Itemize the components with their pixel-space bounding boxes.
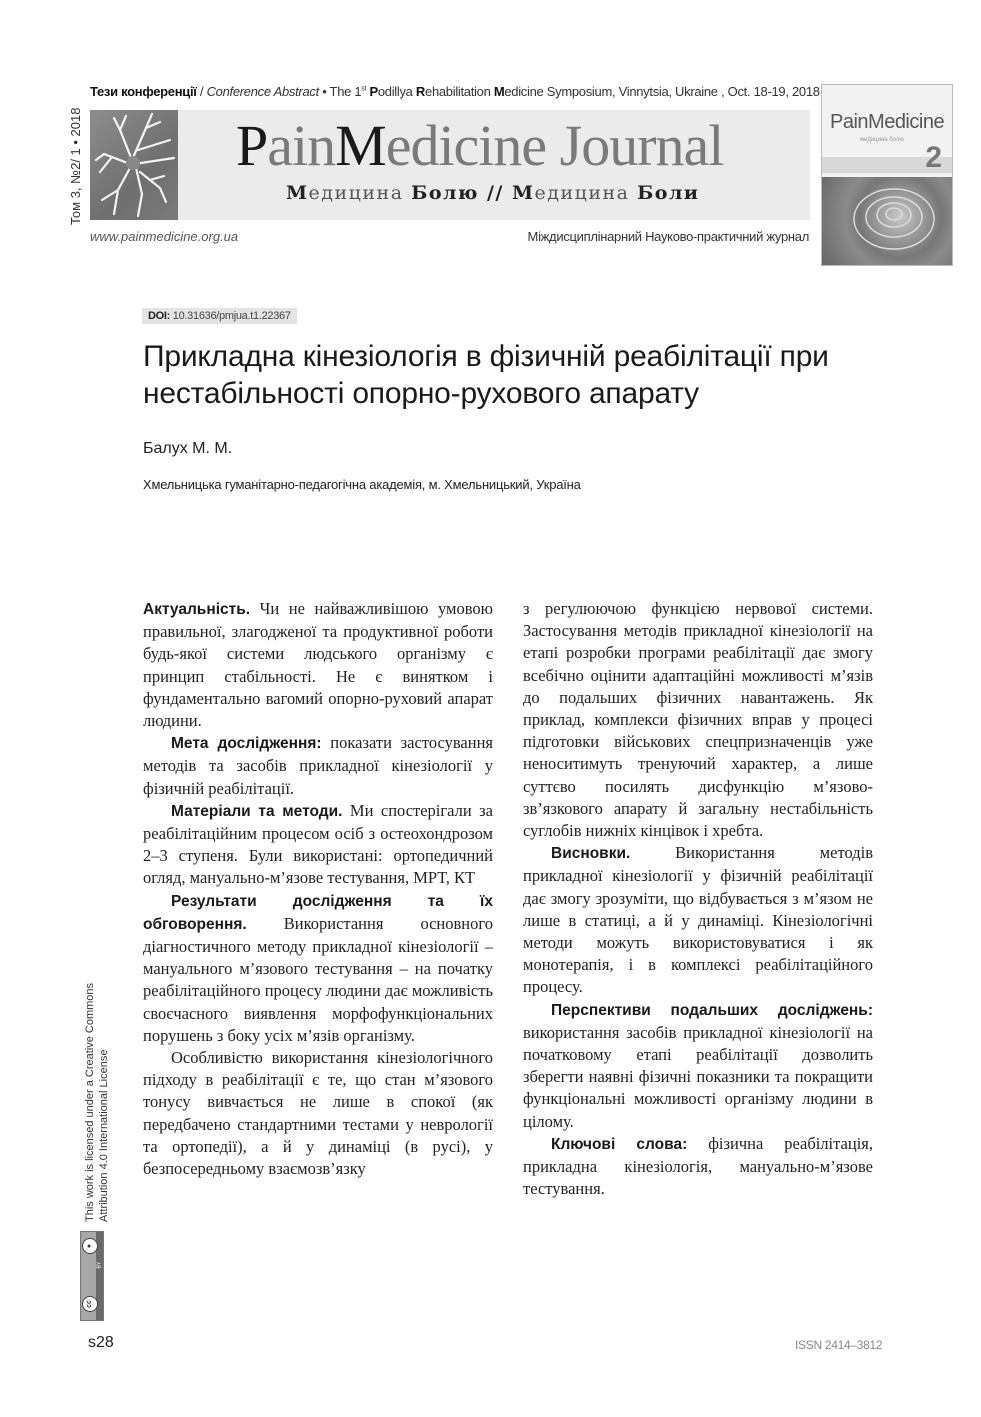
cover-issue-number: 2 bbox=[925, 141, 942, 174]
conference-line bbox=[90, 84, 820, 99]
license-line-2: Attribution 4.0 International License bbox=[98, 1049, 110, 1222]
text-column-right bbox=[523, 598, 873, 1200]
article-author: Балух М. М. bbox=[143, 440, 233, 457]
section-perspectives: Перспективи подальших досліджень: використання засобів прикладної кінезіології на початковому етапі реабілітації дозволить зберегти наявні фізичні показники та покращити функціональні можливості організму людини в цілому. bbox=[523, 1001, 873, 1131]
article-title: Прикладна кінезіологія в фізичній реабілітації при нестабільності опорно-рухового апарату bbox=[143, 340, 829, 410]
license-line-1: This work is licensed under a Creative Commons bbox=[84, 982, 96, 1222]
event-details: edicine Symposium, Vinnytsia, Ukraine , Oct. 18-19, 2018 bbox=[504, 84, 820, 99]
event-prefix: The 1 bbox=[329, 84, 362, 99]
section-methods: Матеріали та методи. Ми спостерігали за реабілітаційним процесом осіб з остеохондрозом 2–3 ступеня. Були використані: ортопедичний огляд, мануально-м’язове тестування, МРТ, КТ bbox=[143, 800, 494, 888]
journal-subtitle: Медицина Болю // Медицина Боли bbox=[286, 182, 700, 204]
conference-label: Тези конференції bbox=[90, 84, 197, 99]
conference-type: Conference Abstract bbox=[206, 84, 319, 99]
license-text bbox=[83, 983, 111, 1222]
journal-title: PainMedicine Journal bbox=[236, 113, 724, 178]
cc-icon: cc bbox=[82, 1296, 98, 1312]
by-label: BY bbox=[96, 1261, 103, 1269]
text-column-left bbox=[143, 598, 493, 1180]
volume-label: Том 3, №2/ 1 • 2018 bbox=[68, 107, 83, 225]
event-word: odillya bbox=[377, 84, 416, 99]
journal-type: Міждисциплінарний Науково-практичний журнал bbox=[527, 229, 809, 244]
section-aim: Мета дослідження: показати застосування методів та засобів прикладної кінезіології у фізичній реабілітації. bbox=[143, 733, 493, 798]
ammonite-photo bbox=[822, 177, 952, 265]
author-affiliation: Хмельницька гуманітарно-педагогічна академія, м. Хмельницький, Україна bbox=[143, 477, 581, 492]
section-conclusions: Висновки. Використання методів прикладної кінезіології у фізичній реабілітації дає змогу зрозуміти, що відбувається з м’язом не лише в статиці, а й у динаміці. Кінезіологічні методи можуть використовуватися і як монотерапія, і в комплексі реабілітаційного процесу. bbox=[523, 843, 873, 997]
event-word: ehabilitation bbox=[425, 84, 494, 99]
section-results-continued: Особливістю використання кінезіологічного підходу в реабілітації є те, що стан м’язового тонусу вивчається не лише в спокої (як передбачено стандартними тестами у неврології та ортопедії), а й у динаміці (в русі), у безпосередньому взаємозв’язку bbox=[143, 1048, 493, 1179]
section-results-continued-2: з регулюючою функцією нервової системи. Застосування методів прикладної кінезіології на етапі розробки програми реабілітації дає змогу всебічно оцінити адаптаційні можливості м’язів до подальших фізичних навантажень. Як приклад, комплекси фізичних вправ у процесі підготовки військових спецпризначенців уже неноситимуть тренуючий характер, а лише суттєво посилять дисфункцію м’язово-зв’язкового апарату й загальну нестабільність суглобів нижніх кінцівок і хребта. bbox=[523, 599, 873, 841]
website-link[interactable]: www.painmedicine.org.ua bbox=[90, 229, 239, 244]
event-initial-m: M bbox=[493, 84, 505, 99]
cover-title: PainMedicine bbox=[830, 111, 945, 133]
section-keywords: Ключові слова: фізична реабілітація, прикладна кінезіологія, мануально-м’язове тестування. bbox=[523, 1133, 873, 1199]
separator: / bbox=[196, 84, 207, 99]
section-relevance: Актуальність. Чи не найважливішою умовою правильної, злагодженої та продуктивної роботи будь-якої системи людського організму є принцип стабільності. Не є винятком і фундаментально вагомий опорно-руховий апарат людини. bbox=[143, 599, 493, 731]
issn: ISSN 2414–3812 bbox=[795, 1338, 883, 1352]
journal-banner bbox=[90, 110, 810, 220]
cc-badge-frame bbox=[80, 1231, 104, 1321]
page-number: s28 bbox=[88, 1334, 114, 1351]
event-initial-r: R bbox=[415, 84, 426, 99]
doi-badge[interactable]: DOI: 10.31636/pmjua.t1.22367 bbox=[142, 308, 297, 324]
cover-subtitle: медицина болю bbox=[860, 137, 904, 143]
event-ordinal: st bbox=[361, 85, 367, 93]
bullet: • bbox=[318, 84, 330, 99]
attribution-person-icon: ● bbox=[82, 1238, 98, 1254]
journal-cover-image bbox=[821, 84, 953, 266]
event-initial-p: P bbox=[369, 84, 378, 99]
neuron-logo-icon bbox=[90, 110, 178, 220]
section-results: Результати дослідження та їх обговорення. Використання основного діагностичного методу прикладної кінезіології – мануального м’язового тестування – на початку реабілітаційного процесу людини дає можливість своєчасного виявлення морфофункціональних порушень з боку усіх м’язів організму. bbox=[143, 892, 493, 1045]
